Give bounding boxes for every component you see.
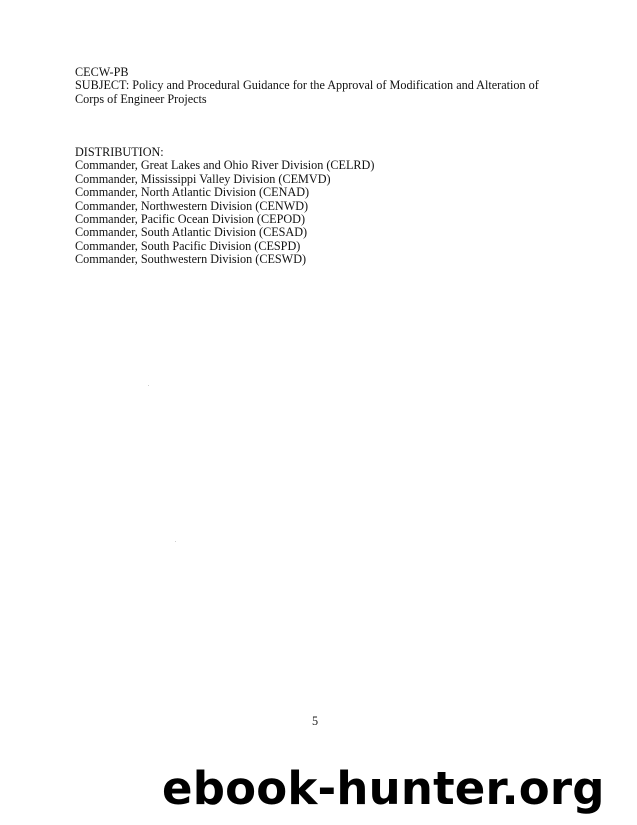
distribution-recipient: Commander, South Atlantic Division (CESAD)	[75, 225, 308, 240]
scan-speck	[148, 385, 149, 386]
memo-header	[75, 66, 539, 106]
page-number: 5	[312, 714, 319, 728]
scan-speck	[175, 541, 176, 542]
distribution-recipient: Commander, Southwestern Division (CESWD)	[75, 252, 307, 267]
office-symbol: CECW-PB	[75, 65, 129, 79]
distribution-recipient: Commander, Great Lakes and Ohio River Division (CELRD)	[75, 158, 375, 173]
distribution-recipient: Commander, South Pacific Division (CESPD)	[75, 238, 301, 253]
subject-line: SUBJECT: Policy and Procedural Guidance for the Approval of Modification and Alteration of	[75, 78, 539, 93]
distribution-recipient: Commander, North Atlantic Division (CENAD)	[75, 185, 310, 200]
distribution-recipient: Commander, Northwestern Division (CENWD)	[75, 198, 309, 213]
distribution-recipient: Commander, Mississippi Valley Division (CEMVD)	[75, 171, 331, 186]
distribution-recipient: Commander, Pacific Ocean Division (CEPOD)	[75, 212, 306, 227]
distribution-heading: DISTRIBUTION:	[75, 145, 164, 159]
watermark-text: ebook-hunter.org	[162, 762, 605, 815]
subject-line-continued: Corps of Engineer Projects	[75, 91, 207, 106]
distribution-list	[75, 146, 374, 267]
